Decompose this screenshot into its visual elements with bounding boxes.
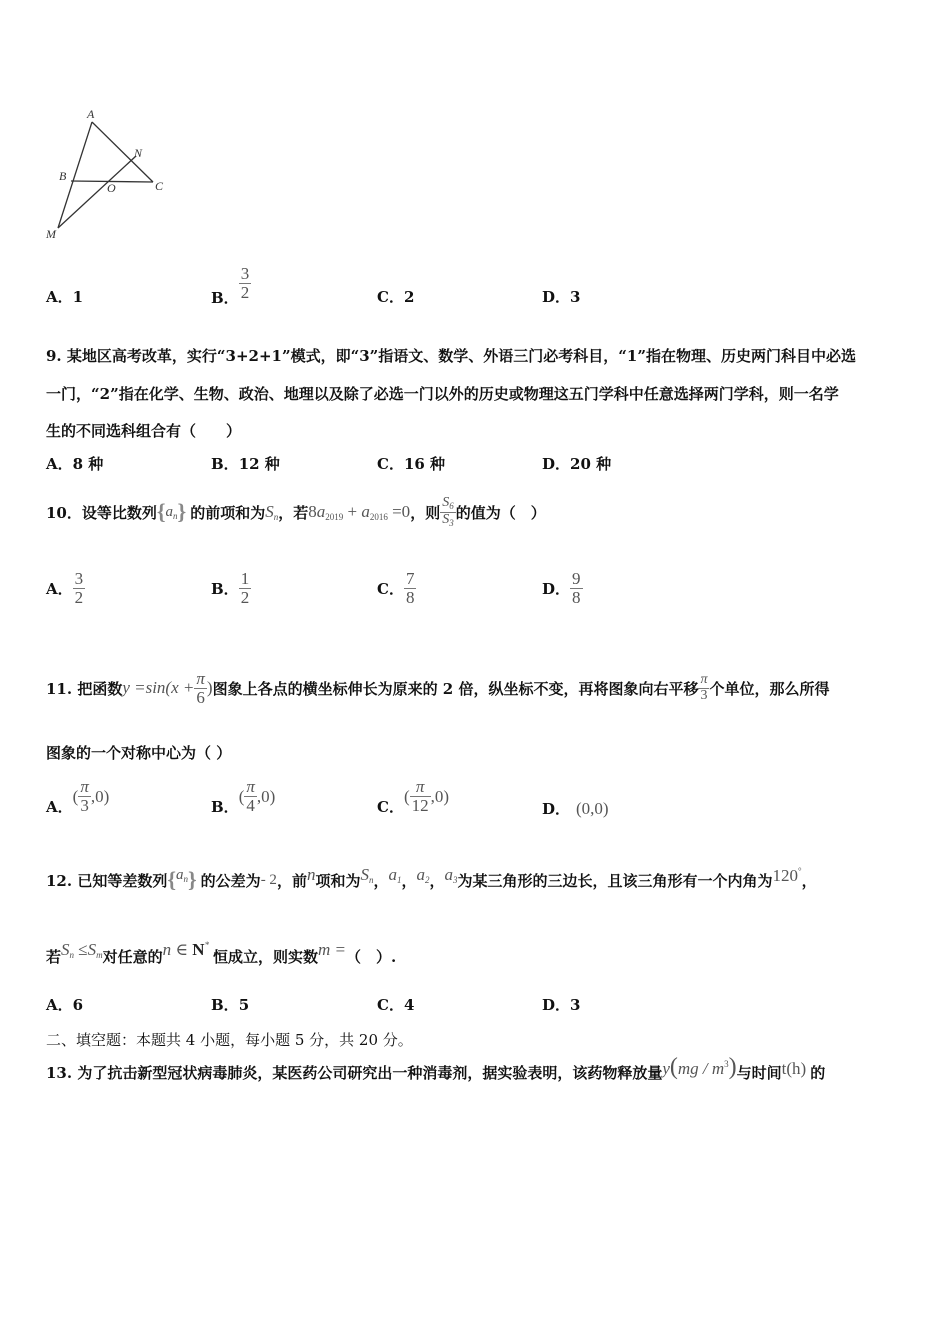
q11-option-b: B． ( $\frac{\pi}{4}$ ,0) <box>211 777 276 816</box>
q11-option-d: D． (0,0) <box>542 798 609 818</box>
q9-line-1: 9. 某地区高考改革，实行“3+2+1”模式，即“3”指语文、数学、外语三门必考科目，“1”指在物理、历史两门科目中必选 <box>46 347 856 365</box>
label-B: B <box>59 169 67 183</box>
label-N: N <box>134 146 143 160</box>
q10-option-b: B． $\frac{1}{2}$ <box>211 569 250 607</box>
q12-line-1: 12. 已知等差数列 { $a_n$ } 的公差为 - 2 ，前 n 项和为 $S_n$ ， $a_1$ ， $a_2$ ， $a_3$ 为某三角形的三边长，且该三角形有一个内角为 120° ， <box>46 865 817 892</box>
q10-condition: $8a_{2019} + a_{2016} =0$ <box>308 502 411 522</box>
q12-line-2: 若 $S_n \le S_m$ 对任意的 n ∈ N* 恒成立，则实数 m = （ ）. <box>46 940 397 966</box>
triangle-figure <box>38 100 178 245</box>
q9-line-2: 一门，“2”指在化学、生物、政治、地理以及除了必选一门以外的历史或物理这五门学科中任意选择两门学科，则一名学 <box>46 385 839 403</box>
q8-option-b: B． $\frac{3}{2}$ <box>211 264 250 307</box>
q11-option-c: C． ( $\frac{\pi}{12}$ ,0) <box>377 777 450 816</box>
q12-option-b: B．5 <box>211 996 250 1014</box>
q11-option-a: A． ( $\frac{\pi}{3}$ ,0) <box>46 777 110 816</box>
label-M: M <box>46 227 56 241</box>
q8-fraction: $\frac{3}{2}$ <box>240 264 250 302</box>
q12-option-a: A．6 <box>46 996 84 1014</box>
q8-option-d: D．3 <box>542 288 581 306</box>
q13-unit-expression: $y(mg / m^3)$ <box>662 1053 737 1080</box>
q12-option-d: D．3 <box>542 996 581 1014</box>
question-13: 13. 为了抗击新型冠状病毒肺炎，某医药公司研究出一种消毒剂，据实验表明，该药物释放量 $y(mg / m^3)$ 与时间 t(h) 的 <box>46 1053 826 1082</box>
q9-option-d: D．20 种 <box>542 455 612 473</box>
section-2-heading: 二、填空题：本题共 4 小题，每小题 5 分，共 20 分。 <box>46 1031 413 1049</box>
q10-ratio: $\frac{S_6}{S_3}$ <box>442 495 454 528</box>
q8-option-c: C．2 <box>377 288 415 306</box>
segment-AC <box>92 122 153 182</box>
q10-option-d: D． $\frac{9}{8}$ <box>542 569 581 607</box>
q10-stem: 10．设等比数列 { $a_n$ } 的前项和为 $S_n$ ，若 $8a_{2019} + a_{2016} =0$ ，则 $\frac{S_6}{S_3}$ 的值为（ ） <box>46 495 546 528</box>
q9-option-c: C．16 种 <box>377 455 446 473</box>
label-O: O <box>107 181 116 195</box>
q10-option-c: C． $\frac{7}{8}$ <box>377 569 415 607</box>
q12-option-c: C．4 <box>377 996 415 1014</box>
q10-option-a: A． $\frac{3}{2}$ <box>46 569 84 607</box>
q8-option-a: A．1 <box>46 288 84 306</box>
q11-stem: 11. 把函数 y =sin(x + $\frac{\pi}{6}$ ) 图象上各点的横坐标伸长为原来的 2 倍，纵坐标不变，再将图象向右平移 $\frac{\pi}{3}$ 个单位，那么所得 <box>46 668 830 707</box>
q11-line-2: 图象的一个对称中心为（ ） <box>46 744 232 762</box>
label-A: A <box>87 107 95 121</box>
q9-option-b: B．12 种 <box>211 455 280 473</box>
q9-line-3: 生的不同选科组合有（ ） <box>46 422 242 440</box>
q9-option-a: A．8 种 <box>46 455 104 473</box>
label-C: C <box>155 179 164 193</box>
